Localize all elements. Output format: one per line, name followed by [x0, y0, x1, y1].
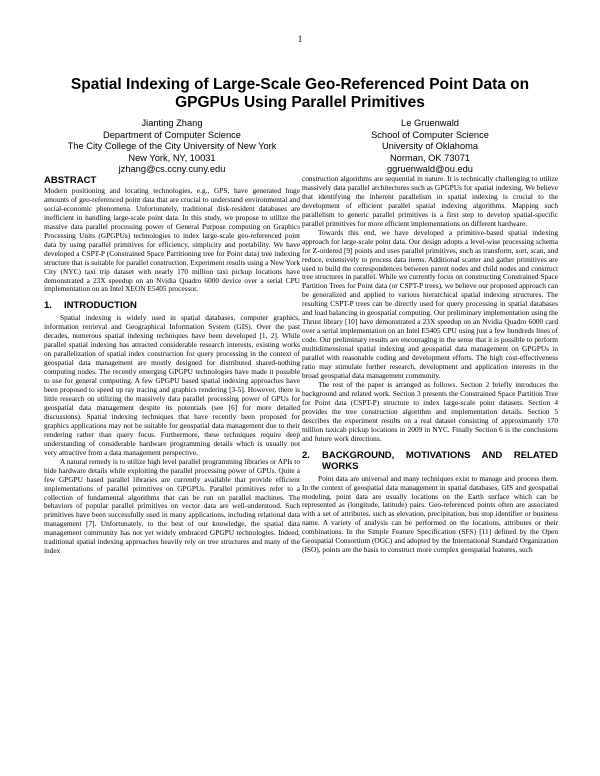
intro-paragraph-3: construction algorithms are sequential in nature. It is technically challenging to utilize massively data parallel architectures such as GPGPUs for spatial indexing. We believe that identifying the inherent parallelism in spatial indexing is crucial to the development of efficient parallel spatial indexing algorithms. Mapping such parallelism to generic parallel primitives is a first step to develop spatial-specific parallel primitives for more efficient implementations on different hardware.: [302, 174, 558, 228]
author-department: School of Computer Science: [371, 129, 489, 140]
author-name: Le Gruenwald: [401, 118, 459, 128]
section-2-heading: [302, 450, 558, 472]
left-column: [44, 175, 300, 556]
author-institution: University of Oklahoma: [381, 141, 479, 151]
section-title: BACKGROUND, MOTIVATIONS AND RELATED WORKS: [322, 449, 558, 472]
intro-paragraph-1: Spatial indexing is widely used in spatial databases, computer graphics, information retrieval and Geographical Information System (GIS). Over the past decades, numerous spatial indexing techniques have been developed [1, 2]. While parallel spatial indexing has attracted considerable research interests, existing works on parallelization of spatial index construction for query processing in the context of geospatial data management are mostly designed for distributed shared-nothing computing nodes. The recently emerging GPGPU technologies have made it possible to use for general computing. A few GPGPU based spatial indexing approaches have been proposed to speed up ray tracing and graphics rendering [3-5]. However, there is little research on utilizing the massively data parallel processing power of GPUs for geospatial data management despite its potentials (see [6] for more detailed discussions). Spatial indexing techniques that have recently been proposed for graphics applications may not be suitable for geospatial data management due to their rendering rather than query focus. Furthermore, these techniques require deep understanding of considerable hardware programming details which is usually not very attractive from a data management perspective.: [44, 313, 300, 457]
author-department: Department of Computer Science: [103, 129, 241, 140]
abstract-text: Modern positioning and locating technologies, e.g., GPS, have generated huge amounts of geo-referenced point data that are crucial to understand environmental and social-economic phenomena. Unfortunately, traditional disk-resident databases are inefficient in handling large-scale point data. In this study, we propose to utilize the massive data parallel processing power of General Purpose computing on Graphics Processing Units (GPGPUs) technologies to index large-scale geo-referenced point data by using parallel primitives for efficiency, simplicity and portability. We have developed a CSPT-P (Constrained Space Partitioning tree for Point data) tree indexing structure that is suitable for parallel construction. Experiment results using a New York City (NYC) taxi trip dataset with nearly 170 million taxi pickup locations have demonstrated a 23X speedup on an Nvidia Quadro 6000 device over a serial CPU implementation on an Intel XEON E5405 processor.: [44, 186, 300, 294]
intro-paragraph-4: Towards this end, we have developed a primitive-based spatial indexing approach for large-scale point data. Our design adopts a level-wise processing schema for Z-ordered [9] points and uses parallel primitives, such as transform, sort, scan, and reduce, extensively to process data items. Additional scatter and gather primitives are used to build the correspondences between parent nodes and child nodes and construct tree structures in parallel. While we currently focus on constructing Constrained Space Partition Trees for Point data (or CSPT-P trees), we believe our proposed approach can be generalized and applied to various hierarchical spatial indexing structures. The resulting CSPT-P trees can be directly used for query processing in spatial databases and load balancing in geospatial computing. Our preliminary implementation using the Thrust library [10] have demonstrated a 23X speedup on an Nvidia Quadro 6000 card over a serial implementation on an Intel E5405 CPU using just a few hundreds lines of code. Our preliminary results are encouraging in the sense that it is possible to perform multidimensional spatial indexing and geospatial data management on GPGPUs in parallel with reasonable coding and development efforts. The high cost-effectiveness ratio may stimulate further research, development and application interests in the broad geospatial data management community.: [302, 227, 558, 380]
page-number: 1: [297, 34, 303, 44]
author-name: Jianting Zhang: [141, 118, 203, 128]
author-institution: The City College of the City University of New York: [67, 141, 277, 151]
author-email: jzhang@cs.ccny.cuny.edu: [118, 164, 226, 174]
author-city: Norman, OK 73071: [389, 152, 471, 163]
section-number: 2.: [302, 449, 310, 461]
background-paragraph-1: Point data are universal and many techniques exist to manage and process them. In the context of geospatial data management in spatial databases, GIS and geospatial modeling, point data are usually locations on the Earth surface which can be represented as (longitude, latitude) pairs. Geo-referenced points often are associated with a set of attributes, such as elevation, precipitation, bus stop identifier or business name. A variety of analysis can be performed on the locations, attributes or their combinations. In the Simple Feature Specification (SFS) [11] defined by the Open Geospatial Consortium (OGC) and adopted by the International Standard Organization (ISO), points are the basis to construct more complex geospatial features, such: [302, 473, 558, 555]
section-number: 1.: [44, 300, 52, 312]
paper-title: Spatial Indexing of Large-Scale Geo-Referenced Point Data on GPGPUs Using Parallel Primitives: [70, 76, 530, 111]
abstract-heading: ABSTRACT: [44, 175, 97, 186]
author-email: ggruenwald@ou.edu: [387, 164, 473, 174]
section-title: INTRODUCTION: [64, 300, 137, 312]
author-block-1: [42, 118, 302, 176]
author-city: New York, NY, 10031: [128, 152, 216, 163]
section-1-heading: [44, 300, 300, 311]
right-column: [302, 175, 558, 555]
intro-paragraph-2: A natural remedy is to utilize high level parallel programming libraries or APIs to hide hardware details while exploiting the parallel processing power of GPUs. Quite a few GPGPU based parallel libraries are currently available that provide efficient implementations of parallel primitives on GPGPUs. Parallel primitives refer to a collection of fundamental algorithms that can be run on parallel machines. The behaviors of popular parallel primitives on vector data are well-understood. Such primitives have been successfully used in many applications, including relational data management [7]. Unfortunately, to the best of our knowledge, the spatial data management community has not yet widely embraced GPGPU technologies. Indeed, traditional spatial indexing approaches heavily rely on tree structures and many of the index: [44, 456, 300, 556]
author-block-2: [300, 118, 560, 176]
intro-paragraph-5: The rest of the paper is arranged as follows. Section 2 briefly introduces the background and related work. Section 3 presents the Constrained Space Partition Tree for Point data (CSPT-P) structure to index large-scale point datasets. Section 4 provides the tree construction algorithm and implementation details. Section 5 describes the experiment results on a real dataset consisting of approximately 170 million taxicab pickup locations in 2009 in NYC. Finally Section 6 is the conclusions and future work directions.: [302, 379, 558, 443]
